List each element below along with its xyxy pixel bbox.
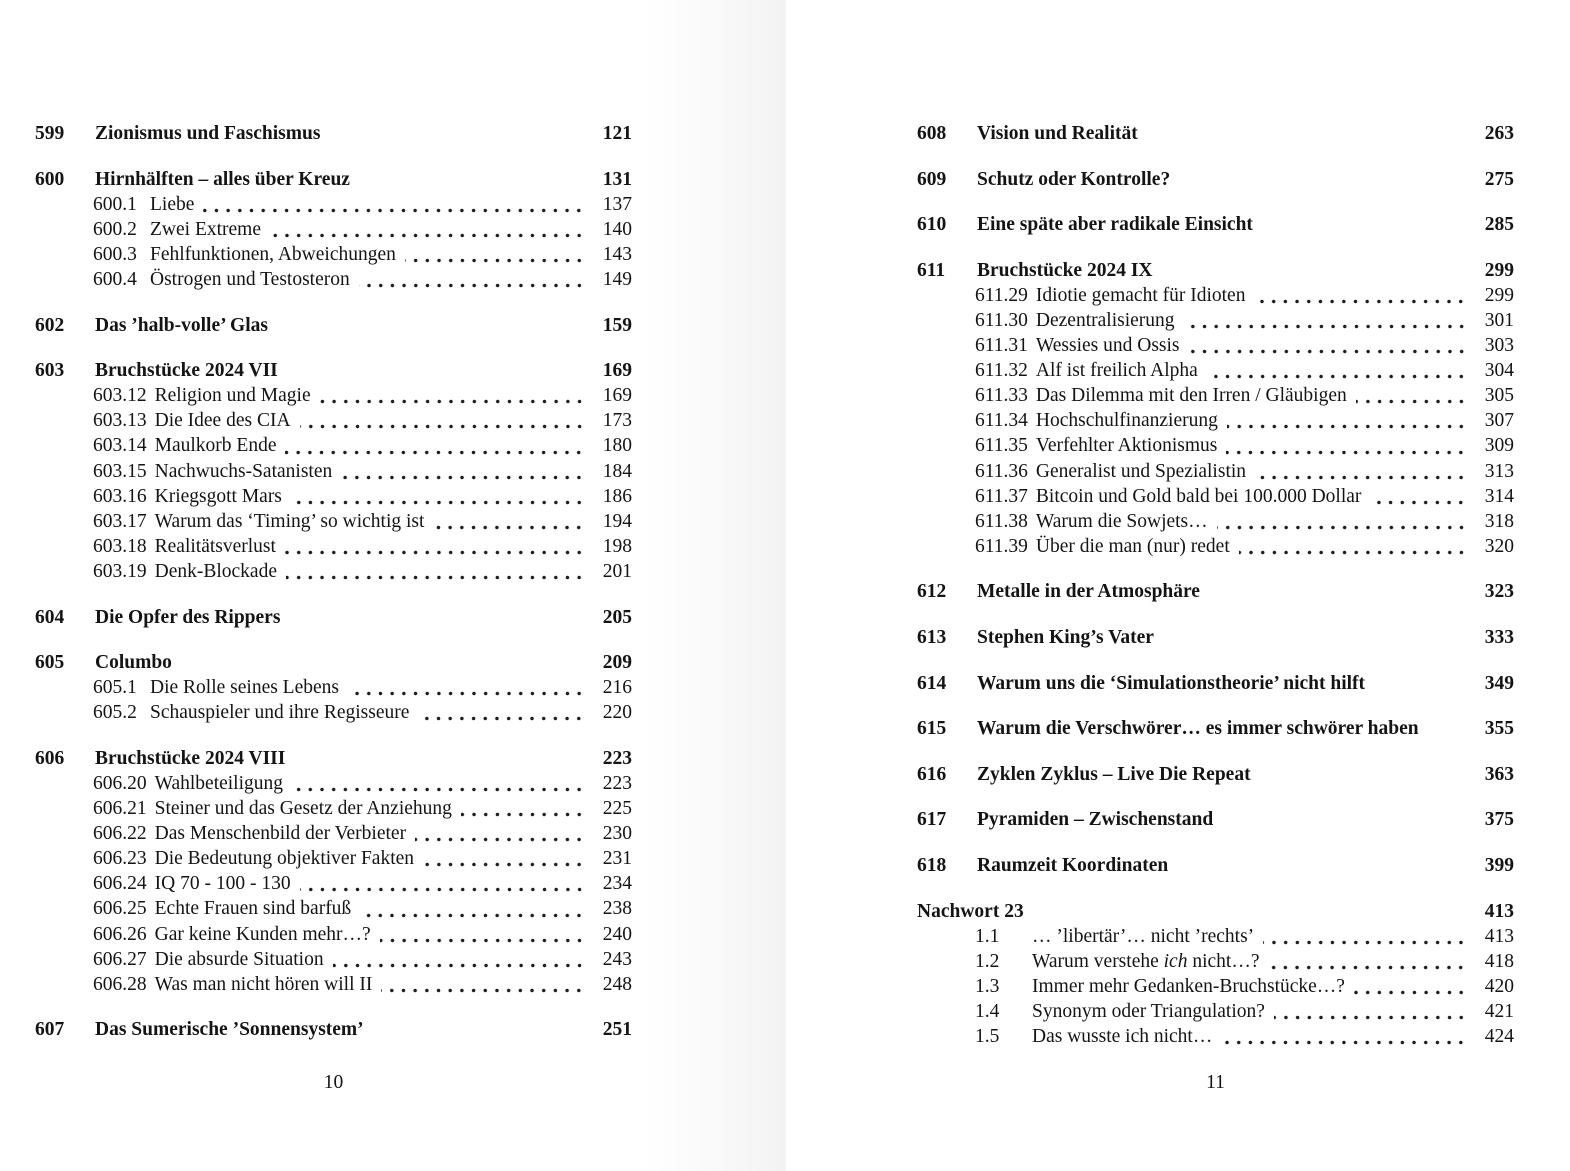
toc-entry xyxy=(917,433,1514,458)
toc-entry-title: Kriegsgott Mars xyxy=(154,485,282,507)
toc-entry-title: Gar keine Kunden mehr…? xyxy=(154,923,371,945)
toc-entry xyxy=(917,716,1514,741)
toc-entry xyxy=(917,308,1514,333)
toc-entry-title: Östrogen und Testosteron xyxy=(150,268,350,290)
toc-entry-page: 413 xyxy=(1484,925,1514,947)
toc-entry xyxy=(917,121,1514,146)
toc-entry-page: 159 xyxy=(602,314,632,336)
toc-leader-dots xyxy=(1274,999,1467,1024)
toc-entry-number: 617 xyxy=(917,809,947,831)
toc-entry xyxy=(35,559,632,584)
toc-entry xyxy=(35,484,632,509)
toc-entry xyxy=(35,121,632,146)
toc-entry-number: 600.3 xyxy=(93,243,137,265)
toc-entry-title: Realitätsverlust xyxy=(154,535,276,557)
toc-entry xyxy=(35,771,632,796)
toc-entry xyxy=(35,675,632,700)
toc-entry-number: 611 xyxy=(917,259,946,281)
toc-entry xyxy=(35,167,632,192)
toc-entry xyxy=(35,358,632,383)
toc-entry-number: 603.12 xyxy=(93,385,147,407)
toc-entry xyxy=(917,534,1514,559)
toc-entry-page: 216 xyxy=(602,677,632,699)
toc-leader-dots xyxy=(285,433,585,458)
toc-entry-number: 606.25 xyxy=(93,898,147,920)
toc-entry-page: 399 xyxy=(1484,854,1514,876)
toc-leader-dots xyxy=(320,383,585,408)
toc-entry-title: Religion und Magie xyxy=(154,385,311,407)
toc-entry-number: 602 xyxy=(35,314,65,336)
toc-entry-number: 611.34 xyxy=(975,410,1028,432)
toc-entry-number: 611.33 xyxy=(975,385,1028,407)
toc-entry-number: 606.22 xyxy=(93,823,147,845)
toc-entry-number: 616 xyxy=(917,763,947,785)
toc-entry-page: 223 xyxy=(602,747,632,769)
toc-entry-page: 421 xyxy=(1484,1000,1514,1022)
toc-entry-number: 608 xyxy=(917,123,947,144)
toc-entry-title: Das Sumerische ’Sonnensystem’ xyxy=(95,1019,364,1041)
toc-entry-title: Bitcoin und Gold bald bei 100.000 Dollar xyxy=(1035,485,1362,507)
toc-entry-number: 611.30 xyxy=(975,309,1028,331)
toc-entry-number: 611.35 xyxy=(975,435,1028,457)
toc-entry-title-part: ich xyxy=(1163,950,1188,972)
toc-leader-dots xyxy=(1263,924,1467,949)
toc-entry xyxy=(35,313,632,338)
toc-entry-page: 363 xyxy=(1484,763,1514,785)
toc-entry-number: 606 xyxy=(35,747,65,769)
toc-entry-title: Fehlfunktionen, Abweichungen xyxy=(150,243,396,265)
toc-leader-dots xyxy=(270,217,585,242)
toc-entry-page: 186 xyxy=(602,485,632,507)
toc-entry-page: 418 xyxy=(1484,950,1514,972)
toc-entry-title: Schutz oder Kontrolle? xyxy=(977,168,1171,190)
toc-entry-page: 231 xyxy=(602,848,632,870)
toc-entry xyxy=(35,433,632,458)
toc-entry-page: 413 xyxy=(1484,900,1514,922)
toc-entry-page: 173 xyxy=(602,410,632,432)
toc-entry-page: 304 xyxy=(1484,360,1514,382)
toc-entry-number: 611.31 xyxy=(975,335,1028,357)
toc-entry xyxy=(35,383,632,408)
toc-entry xyxy=(917,762,1514,787)
toc-entry xyxy=(35,605,632,630)
toc-entry-page: 180 xyxy=(602,435,632,457)
toc-entry xyxy=(35,650,632,675)
toc-entry-number: 603.16 xyxy=(93,485,147,507)
toc-entry xyxy=(35,1017,632,1042)
toc-entry-number: 606.20 xyxy=(93,772,147,794)
toc-entry xyxy=(917,167,1514,192)
toc-entry-title: Über die man (nur) redet xyxy=(1035,535,1230,557)
toc-entry-title-part: Warum verstehe xyxy=(1032,950,1164,972)
toc-entry-number: 610 xyxy=(917,214,947,236)
toc-entry-title: Zwei Extreme xyxy=(150,218,261,240)
toc-leader-dots xyxy=(380,922,585,947)
toc-entry-page: 223 xyxy=(602,772,632,794)
toc-entry-title: Die Bedeutung objektiver Fakten xyxy=(154,848,415,870)
toc-entry-title: Hochschulfinanzierung xyxy=(1035,410,1218,432)
toc-entry-number: 603 xyxy=(35,360,65,382)
toc-entry-title: Das Dilemma mit den Irren / Gläubigen xyxy=(1035,385,1347,407)
toc-entry xyxy=(35,821,632,846)
toc-entry-title: Columbo xyxy=(95,652,172,674)
toc-entry-page: 143 xyxy=(602,243,632,265)
toc-leader-dots xyxy=(381,972,585,997)
toc-entry xyxy=(917,212,1514,237)
toc-entry-number: 611.36 xyxy=(975,460,1028,482)
toc-entry-number: 1.2 xyxy=(975,950,1000,972)
page-footer-number: 10 xyxy=(323,1072,344,1093)
toc-entry xyxy=(917,974,1514,999)
toc-entry xyxy=(35,947,632,972)
toc-entry-page: 220 xyxy=(602,702,632,724)
toc-entry-title: Zionismus und Faschismus xyxy=(95,123,321,144)
toc-entry xyxy=(917,258,1514,283)
toc-entry-title: Schauspieler und ihre Regisseure xyxy=(150,702,410,724)
toc-entry-title: Die Rolle seines Lebens xyxy=(150,677,339,699)
toc-entry-title: Eine späte aber radikale Einsicht xyxy=(977,214,1253,236)
toc-entry-title: Raumzeit Koordinaten xyxy=(977,854,1169,876)
toc-entry-title: Warum die Verschwörer… es immer schwörer haben xyxy=(977,718,1419,740)
toc-entry-title: Wessies und Ossis xyxy=(1035,335,1180,357)
toc-leader-dots xyxy=(285,534,585,559)
toc-entry-page: 225 xyxy=(602,798,632,820)
toc-entry-title: Immer mehr Gedanken-Bruchstücke…? xyxy=(1032,975,1345,997)
toc-leader-dots xyxy=(1189,333,1467,358)
toc-entry-page: 201 xyxy=(602,560,632,582)
toc-entry-title: Was man nicht hören will II xyxy=(154,973,373,995)
toc-entry-title: Steiner und das Gesetz der Anziehung xyxy=(154,798,452,820)
toc-entry-title: Die Idee des CIA xyxy=(154,410,291,432)
toc-entry-title: Die absurde Situation xyxy=(154,948,324,970)
toc-entry-number: 613 xyxy=(917,627,947,648)
toc-entry-number: 606.23 xyxy=(93,848,147,870)
toc-leader-dots xyxy=(1221,1024,1467,1049)
toc-entry-page: 234 xyxy=(602,873,632,895)
toc-entry-title: Idiotie gemacht für Idioten xyxy=(1035,284,1246,306)
toc-leader-dots xyxy=(300,871,585,896)
toc-entry xyxy=(917,358,1514,383)
toc-entry xyxy=(917,283,1514,308)
toc-entry-page: 313 xyxy=(1484,460,1514,482)
toc-entry xyxy=(917,999,1514,1024)
toc-entry xyxy=(917,1024,1514,1049)
toc-entry-title: Hirnhälften – alles über Kreuz xyxy=(95,168,350,190)
toc-entry xyxy=(35,922,632,947)
toc-entry-title: Die Opfer des Rippers xyxy=(95,606,281,628)
toc-leader-dots xyxy=(1226,433,1467,458)
toc-entry-title: Zyklen Zyklus – Live Die Repeat xyxy=(977,763,1251,785)
toc-entry-title: Das ’halb-volle’ Glas xyxy=(95,314,268,336)
toc-entry-page: 238 xyxy=(602,898,632,920)
toc-entry-page: 194 xyxy=(602,510,632,532)
toc-entry xyxy=(917,853,1514,878)
toc-entry xyxy=(917,408,1514,433)
toc-entry xyxy=(917,459,1514,484)
toc-entry xyxy=(35,267,632,292)
toc-entry-number: 599 xyxy=(35,123,65,144)
toc-leader-dots xyxy=(418,700,585,725)
toc-entry-number: 611.32 xyxy=(975,360,1028,382)
toc-leader-dots xyxy=(359,267,585,292)
toc-entry-page: 205 xyxy=(602,606,632,628)
toc-entry-page: 169 xyxy=(602,385,632,407)
toc-entry-number: 600.2 xyxy=(93,218,137,240)
toc-entry-number: 606.26 xyxy=(93,923,147,945)
toc-entry-page: 424 xyxy=(1484,1026,1514,1048)
toc-leader-dots xyxy=(341,459,585,484)
toc-leader-dots xyxy=(1184,308,1467,333)
toc-leader-dots xyxy=(1227,408,1467,433)
toc-entry-title: Alf ist freilich Alpha xyxy=(1035,360,1198,382)
toc-entry-number: 603.13 xyxy=(93,410,147,432)
toc-entry-page: 243 xyxy=(602,948,632,970)
toc-page-right xyxy=(917,0,1514,1171)
toc-entry-title-part: nicht…? xyxy=(1187,950,1260,972)
toc-entry-number: 606.24 xyxy=(93,873,147,895)
toc-entry-number: 1.4 xyxy=(975,1000,1000,1022)
toc-entry xyxy=(35,871,632,896)
toc-entry-number: 611.39 xyxy=(975,535,1028,557)
toc-entry-page: 169 xyxy=(602,360,632,382)
toc-leader-dots xyxy=(1354,974,1467,999)
toc-entry-page: 121 xyxy=(602,123,632,144)
toc-leader-dots xyxy=(291,484,585,509)
toc-entry-page: 209 xyxy=(602,652,632,674)
toc-entry xyxy=(35,746,632,771)
toc-entry xyxy=(35,896,632,921)
toc-entry-page: 303 xyxy=(1484,335,1514,357)
toc-entry-title: Das Menschenbild der Verbieter xyxy=(154,823,407,845)
toc-entry-number: 603.18 xyxy=(93,535,147,557)
toc-entry-page: 240 xyxy=(602,923,632,945)
toc-entry xyxy=(35,242,632,267)
toc-entry-title: Generalist und Spezialistin xyxy=(1035,460,1247,482)
toc-entry xyxy=(35,509,632,534)
toc-entry xyxy=(917,899,1514,924)
toc-entry-number: 615 xyxy=(917,718,947,740)
toc-entry-page: 263 xyxy=(1484,123,1514,144)
toc-entry-title: Warum das ‘Timing’ so wichtig ist xyxy=(154,510,425,532)
toc-entry-page: 309 xyxy=(1484,435,1514,457)
toc-entry-title: … ’libertär’… nicht ’rechts’ xyxy=(1032,925,1255,947)
toc-entry-page: 318 xyxy=(1484,510,1514,532)
toc-entry-page: 349 xyxy=(1484,672,1514,694)
toc-entry-page: 301 xyxy=(1484,309,1514,331)
toc-entry-number: 600 xyxy=(35,168,65,190)
toc-entry-number: 605.1 xyxy=(93,677,137,699)
toc-entry-number: 611.37 xyxy=(975,485,1028,507)
toc-entry-number: 609 xyxy=(917,168,947,190)
toc-entry-title: Warum uns die ‘Simulationstheorie’ nicht hilft xyxy=(977,672,1366,694)
toc-entry-number: 603.15 xyxy=(93,460,147,482)
toc-leader-dots xyxy=(1356,383,1467,408)
toc-entry-number: 603.14 xyxy=(93,435,147,457)
toc-entry-title: Synonym oder Triangulation? xyxy=(1032,1000,1265,1022)
toc-entry-number: 605 xyxy=(35,652,65,674)
toc-entry xyxy=(35,972,632,997)
toc-entry-number: 604 xyxy=(35,606,65,628)
toc-entry-page: 251 xyxy=(602,1019,632,1041)
toc-entry-number: 606.28 xyxy=(93,973,147,995)
toc-entry-title: Das wusste ich nicht… xyxy=(1032,1026,1213,1048)
toc-leader-dots xyxy=(286,559,585,584)
toc-entry xyxy=(35,408,632,433)
toc-entry-number: 1.5 xyxy=(975,1026,1000,1048)
toc-entry-title: Denk-Blockade xyxy=(154,560,277,582)
toc-entry-title: Stephen King’s Vater xyxy=(977,627,1154,648)
toc-leader-dots xyxy=(405,242,585,267)
toc-entry-page: 320 xyxy=(1484,535,1514,557)
toc-entry-title: Verfehlter Aktionismus xyxy=(1035,435,1218,457)
toc-entry xyxy=(917,509,1514,534)
toc-entry-title: Wahlbeteiligung xyxy=(154,772,284,794)
toc-leader-dots xyxy=(461,796,585,821)
toc-entry-title: Bruchstücke 2024 IX xyxy=(977,259,1153,281)
toc-entry-title: Metalle in der Atmosphäre xyxy=(977,581,1200,603)
toc-entry xyxy=(35,534,632,559)
toc-entry-title: Maulkorb Ende xyxy=(154,435,277,457)
toc-page-left xyxy=(35,0,632,1171)
toc-entry-number: 606.27 xyxy=(93,948,147,970)
toc-entry-title: Vision und Realität xyxy=(977,123,1138,144)
toc-entry-page: 299 xyxy=(1484,259,1514,281)
toc-entry-page: 305 xyxy=(1484,385,1514,407)
toc-leader-dots xyxy=(1268,949,1467,974)
toc-entry-page: 248 xyxy=(602,973,632,995)
toc-entry-number: 611.38 xyxy=(975,510,1028,532)
toc-entry-number: 612 xyxy=(917,581,947,603)
toc-leader-dots xyxy=(348,675,585,700)
toc-entry-title: Dezentralisierung xyxy=(1035,309,1175,331)
toc-leader-dots xyxy=(1239,534,1467,559)
toc-entry xyxy=(35,217,632,242)
toc-entry-page: 131 xyxy=(602,168,632,190)
toc-entry-list xyxy=(917,0,1514,1049)
toc-leader-dots xyxy=(423,846,585,871)
toc-entry-title: Bruchstücke 2024 VII xyxy=(95,360,278,382)
toc-leader-dots xyxy=(433,509,585,534)
toc-entry xyxy=(917,579,1514,604)
toc-entry-page: 420 xyxy=(1484,975,1514,997)
toc-entry xyxy=(35,846,632,871)
toc-leader-dots xyxy=(360,896,585,921)
toc-entry-page: 307 xyxy=(1484,410,1514,432)
toc-entry-title: Warum die Sowjets… xyxy=(1035,510,1208,532)
toc-leader-dots xyxy=(1255,459,1467,484)
toc-entry-page: 275 xyxy=(1484,168,1514,190)
toc-entry-title: IQ 70 - 100 - 130 xyxy=(154,873,291,895)
toc-entry-number: 611.29 xyxy=(975,284,1028,306)
toc-entry-page: 140 xyxy=(602,218,632,240)
toc-entry-number: 1.3 xyxy=(975,975,1000,997)
toc-entry-title: Pyramiden – Zwischenstand xyxy=(977,809,1214,831)
toc-entry-number: 605.2 xyxy=(93,702,137,724)
toc-entry-title: Liebe xyxy=(150,193,195,215)
toc-entry xyxy=(917,625,1514,650)
toc-entry xyxy=(917,333,1514,358)
toc-leader-dots xyxy=(203,192,585,217)
toc-leader-dots xyxy=(292,771,585,796)
toc-entry xyxy=(917,924,1514,949)
toc-leader-dots xyxy=(415,821,585,846)
toc-leader-dots xyxy=(1217,509,1467,534)
toc-entry-number: 600.4 xyxy=(93,268,137,290)
toc-entry-title: Nachwuchs-Satanisten xyxy=(154,460,333,482)
toc-entry xyxy=(35,700,632,725)
toc-entry-page: 285 xyxy=(1484,214,1514,236)
toc-entry-page: 137 xyxy=(602,193,632,215)
page-footer-number: 11 xyxy=(1206,1072,1225,1093)
toc-entry-number: 607 xyxy=(35,1019,65,1041)
toc-entry-page: 323 xyxy=(1484,581,1514,603)
toc-entry xyxy=(35,192,632,217)
toc-entry-number: 606.21 xyxy=(93,798,147,820)
toc-entry xyxy=(35,796,632,821)
toc-entry-title: Echte Frauen sind barfuß xyxy=(154,898,352,920)
toc-entry-page: 375 xyxy=(1484,809,1514,831)
toc-leader-dots xyxy=(300,408,585,433)
toc-leader-dots xyxy=(333,947,585,972)
toc-entry-list xyxy=(35,0,632,1042)
toc-entry-title xyxy=(1032,949,1259,974)
toc-entry-number: 614 xyxy=(917,672,947,694)
toc-entry-page: 355 xyxy=(1484,718,1514,740)
toc-entry-title: Bruchstücke 2024 VIII xyxy=(95,747,286,769)
toc-entry-number: 603.19 xyxy=(93,560,147,582)
toc-entry xyxy=(35,459,632,484)
toc-entry xyxy=(917,383,1514,408)
toc-leader-dots xyxy=(1370,484,1467,509)
page-gutter-shadow xyxy=(640,0,788,1171)
toc-entry-page: 230 xyxy=(602,823,632,845)
toc-entry-number: 1.1 xyxy=(975,925,1000,947)
toc-entry-number: 600.1 xyxy=(93,193,137,215)
toc-entry-page: 333 xyxy=(1484,627,1514,648)
toc-entry xyxy=(917,949,1514,974)
toc-entry-page: 198 xyxy=(602,535,632,557)
toc-entry-page: 314 xyxy=(1484,485,1514,507)
toc-entry xyxy=(917,807,1514,832)
toc-entry-page: 184 xyxy=(602,460,632,482)
toc-entry-number: 603.17 xyxy=(93,510,147,532)
toc-entry xyxy=(917,484,1514,509)
toc-entry-page: 149 xyxy=(602,268,632,290)
toc-entry xyxy=(917,671,1514,696)
toc-entry-number: 618 xyxy=(917,854,947,876)
toc-entry-page: 299 xyxy=(1484,284,1514,306)
toc-leader-dots xyxy=(1254,283,1467,308)
toc-entry-title: Nachwort 23 xyxy=(917,900,1024,922)
toc-leader-dots xyxy=(1207,358,1467,383)
